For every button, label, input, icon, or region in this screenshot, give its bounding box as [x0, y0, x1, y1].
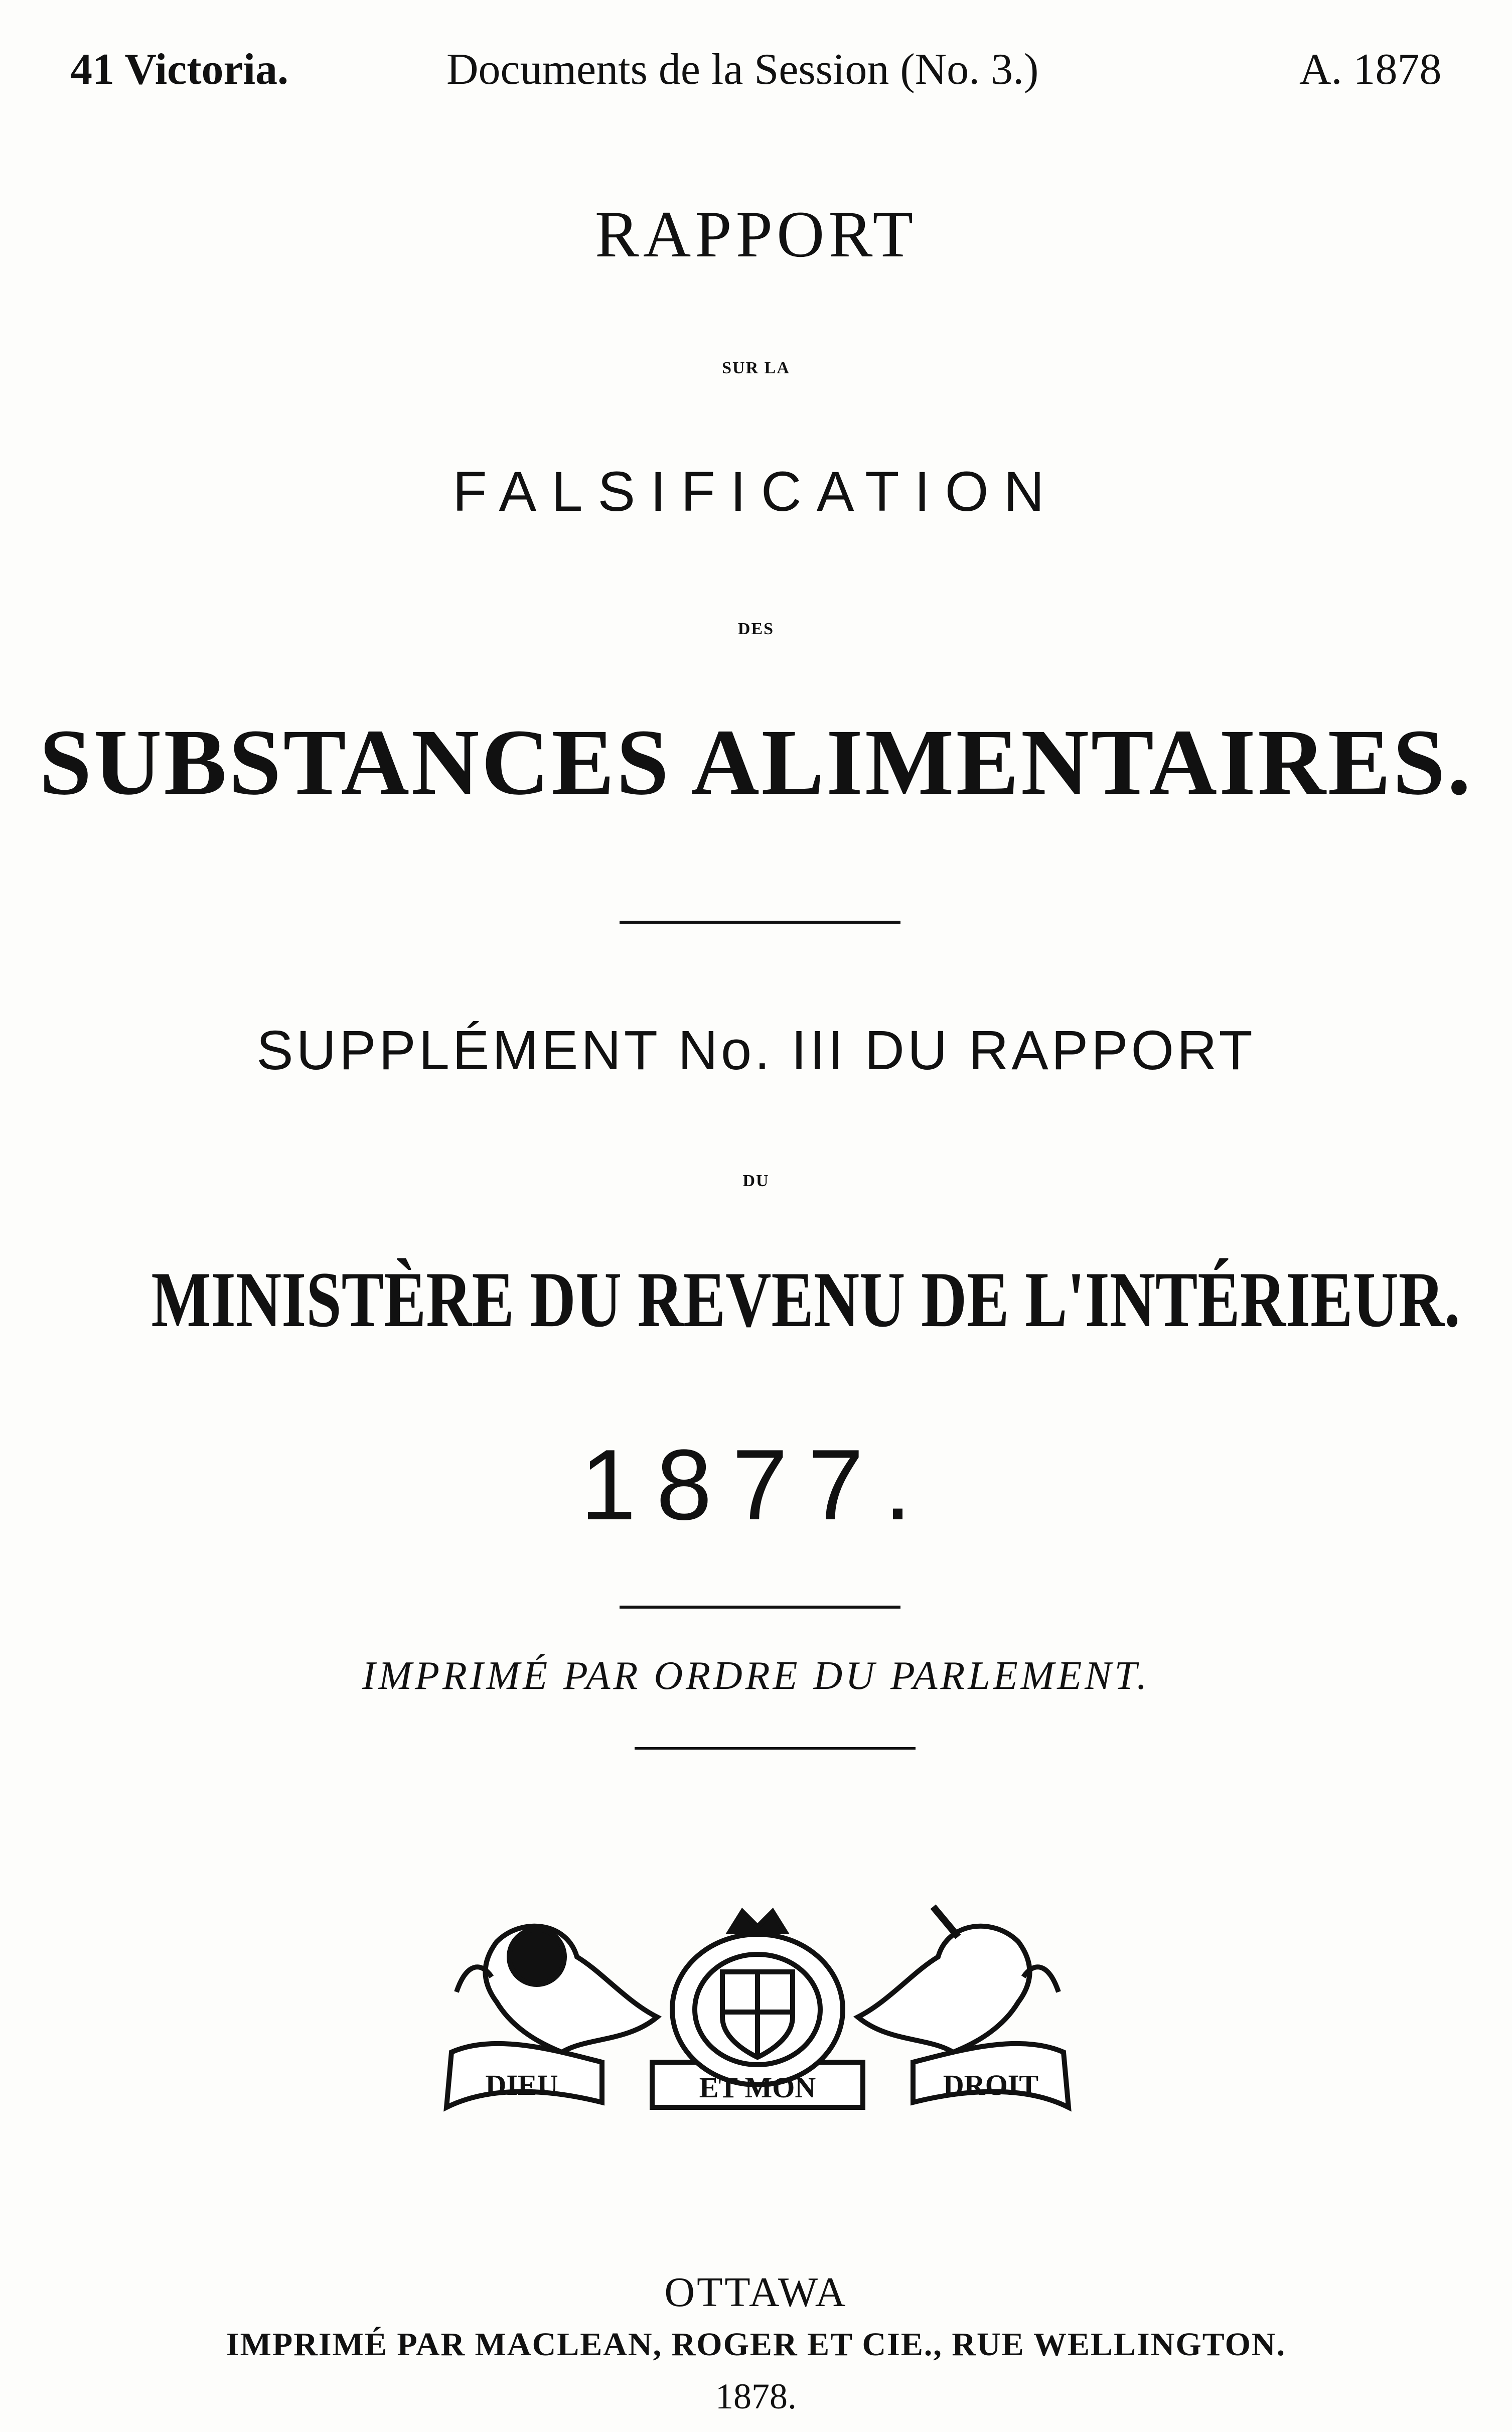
title-substances: SUBSTANCES ALIMENTAIRES. [39, 709, 1473, 814]
supplement-du: DU [742, 1172, 770, 1190]
supplement-line: SUPPLÉMENT No. III DU RAPPORT [256, 1020, 1256, 1081]
motto-center: ET MON [699, 2071, 816, 2104]
divider-3 [635, 1747, 916, 1750]
report-year: 1877. [580, 1429, 932, 1541]
header-session: Documents de la Session (No. 3.) [446, 45, 1039, 94]
divider-1 [620, 921, 900, 924]
royal-coat-of-arms [436, 1902, 1079, 2127]
footer-city: OTTAWA [664, 2269, 848, 2316]
imprint-note: IMPRIMÉ PAR ORDRE DU PARLEMENT. [362, 1654, 1150, 1698]
ministry-title: MINISTÈRE DU REVENU DE L'INTÉRIEUR. [151, 1256, 1460, 1344]
title-falsification: FALSIFICATION [452, 460, 1060, 523]
title-sur-la: SUR LA [722, 359, 790, 377]
divider-2 [620, 1606, 900, 1609]
header-year: A. 1878 [1299, 45, 1442, 94]
header-volume: 41 Victoria. [70, 45, 289, 94]
title-rapport: RAPPORT [594, 197, 918, 271]
motto-left: DIEU [485, 2069, 558, 2101]
motto-right: DROIT [943, 2069, 1039, 2101]
footer-printer: IMPRIMÉ PAR MACLEAN, ROGER ET CIE., RUE WELLINGTON. [226, 2326, 1286, 2363]
title-des: DES [737, 620, 775, 638]
footer-year: 1878. [715, 2376, 797, 2416]
